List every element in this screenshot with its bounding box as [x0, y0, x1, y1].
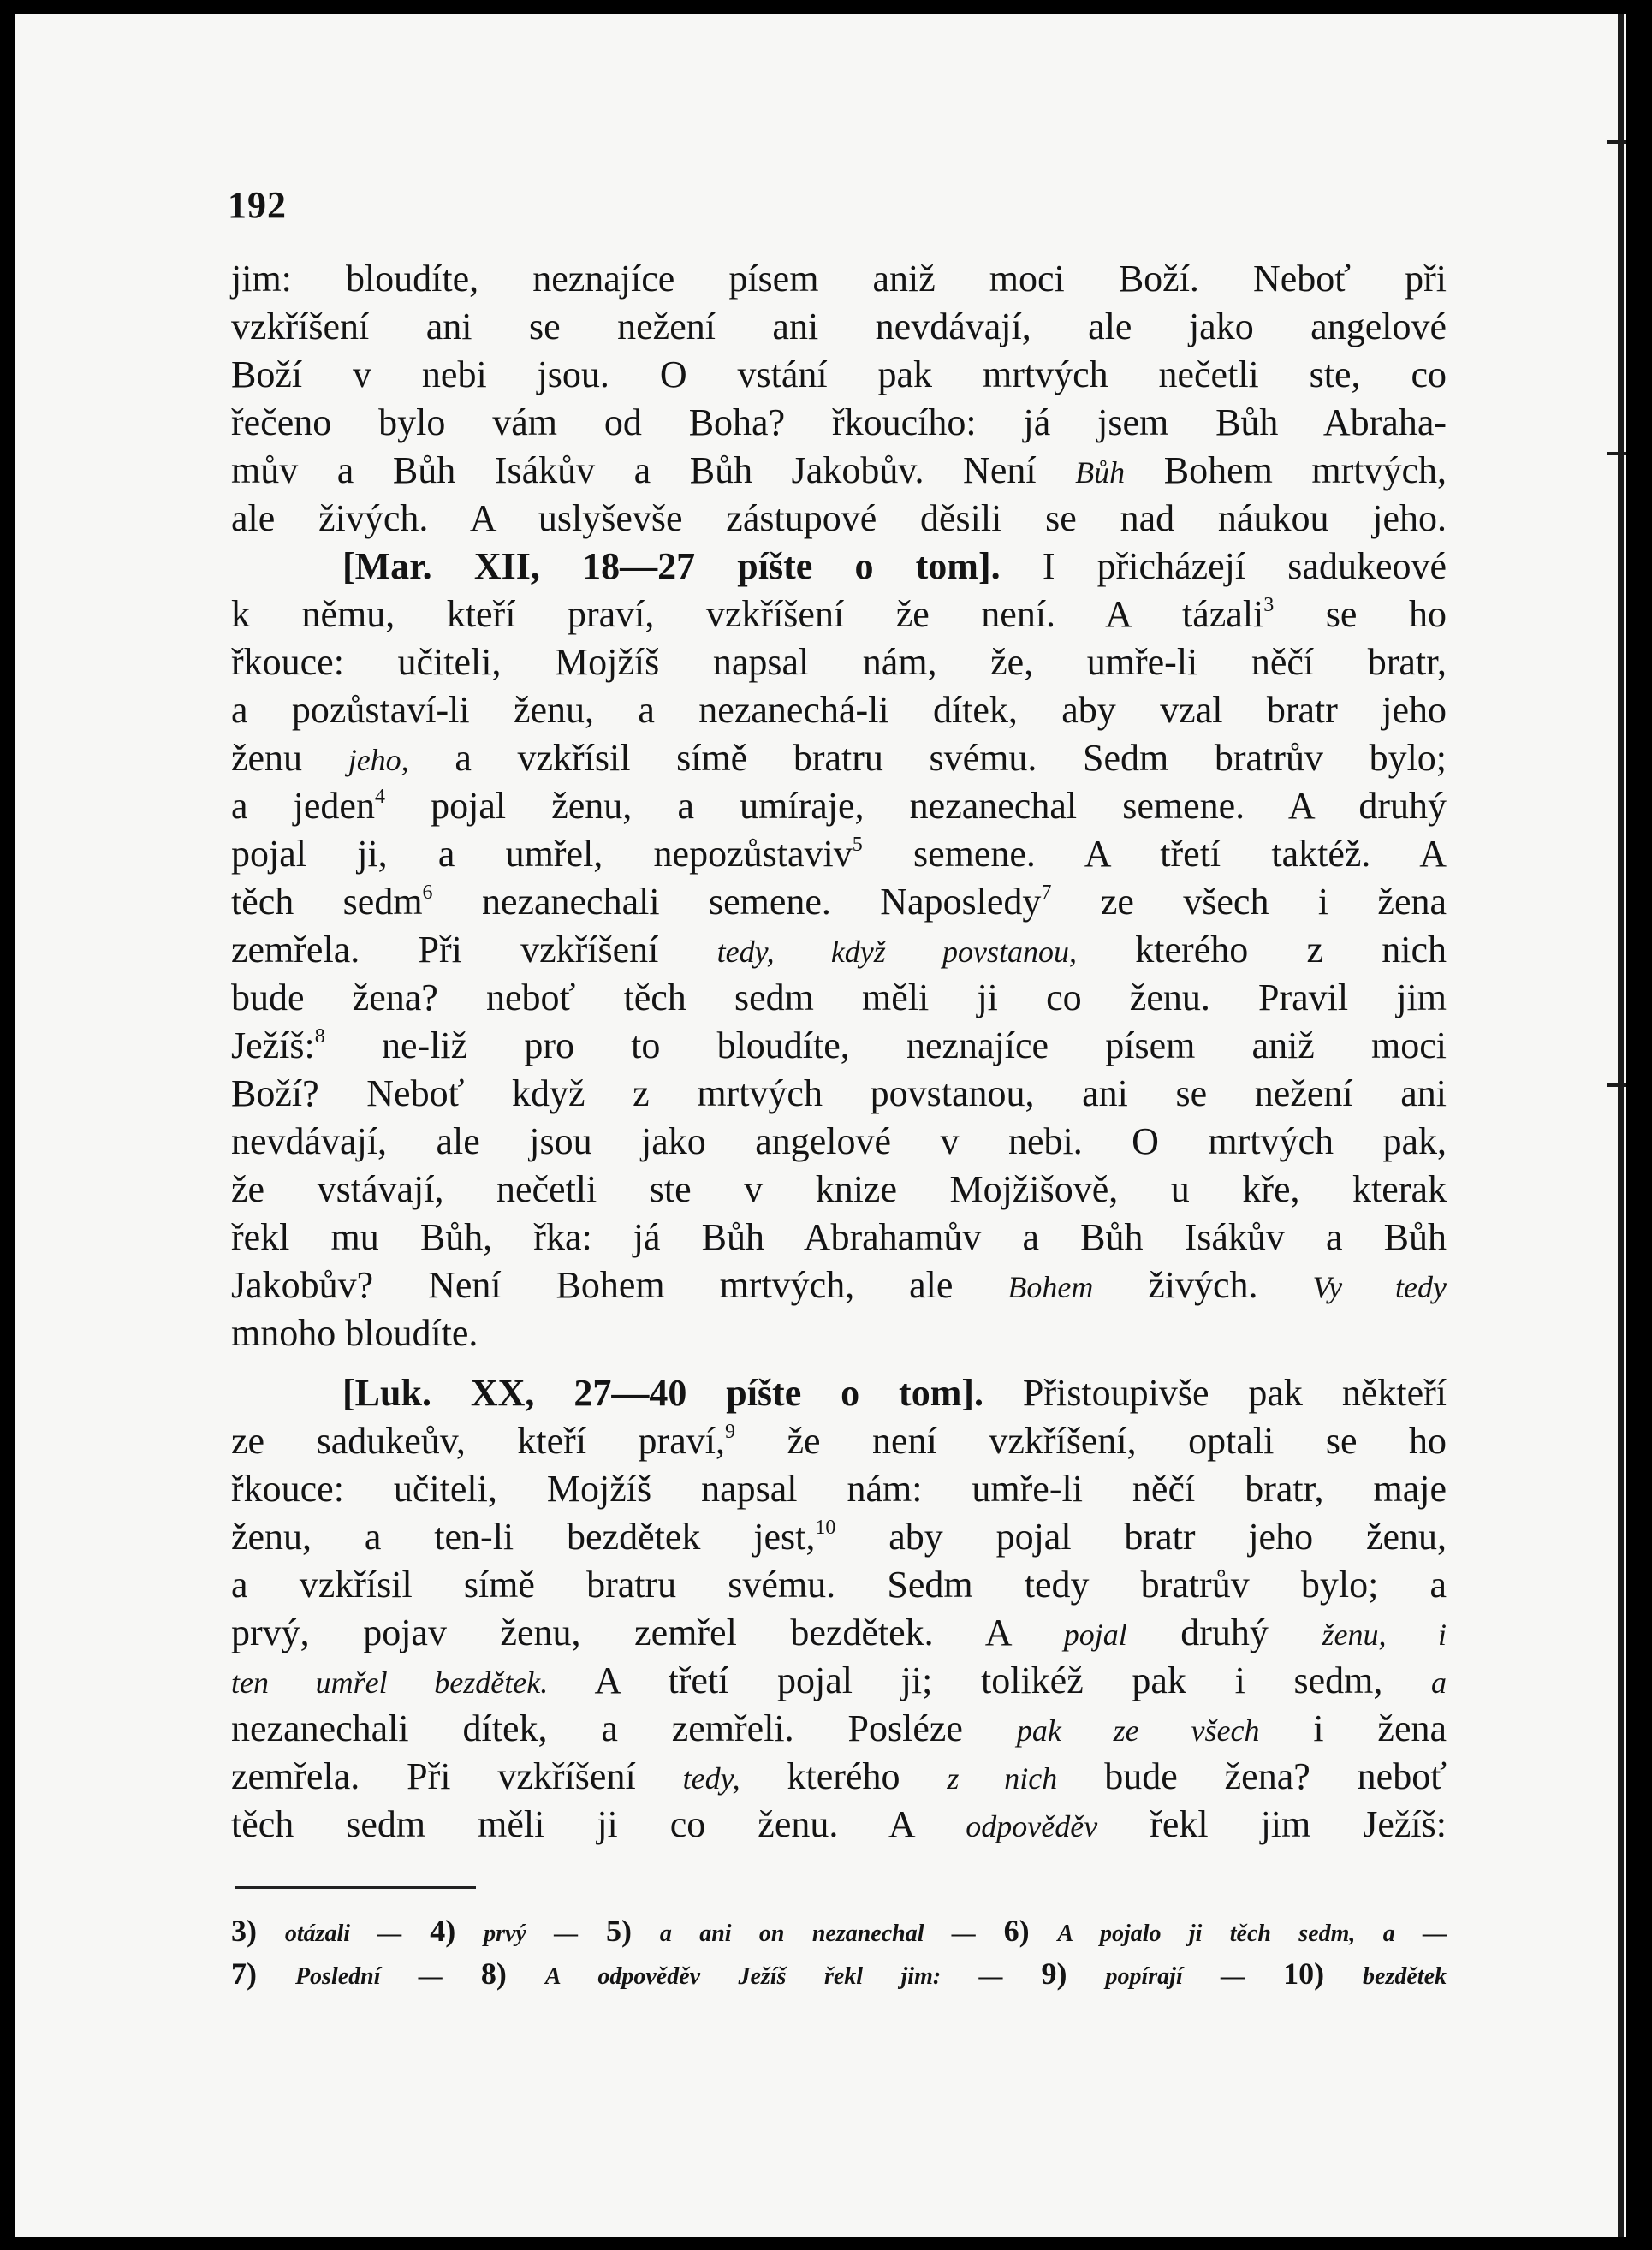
text-line: nevdávají, ale jsou jako angelové v nebi. O mrtvých pak, — [231, 1120, 1447, 1162]
edge-tick — [1607, 140, 1626, 144]
scripture-reference: [Luk. XX, 27—40 píšte o tom]. — [342, 1372, 983, 1414]
text-line: Boží? Neboť když z mrtvých povstanou, ani se nežení ani — [231, 1072, 1447, 1114]
text-line: zemřela. Při vzkříšení tedy, když povstanou, kterého z nich — [231, 929, 1447, 971]
text-line: jim: bloudíte, neznajíce písem aniž moci Boží. Neboť při — [231, 258, 1447, 300]
text-line: mnoho bloudíte. — [231, 1312, 478, 1354]
text-line: těch sedm$^6$ nezanechali semene. Naposledy$^7$ ze všech i žena — [231, 881, 1447, 923]
text-line: že vstávají, nečetli ste v knize Mojžišově, u kře, kterak — [231, 1168, 1447, 1210]
edge-tick — [1607, 1083, 1626, 1087]
text-line: vzkříšení ani se nežení ani nevdávají, ale jako angelové — [231, 306, 1447, 347]
text-line: nezanechali dítek, a zemřeli. Posléze pak ze všech i žena — [231, 1707, 1447, 1749]
text-line: zemřela. Při vzkříšení tedy, kterého z nich bude žena? neboť — [231, 1755, 1447, 1797]
text-line: ze sadukeův, kteří praví,$^9$ že není vzkříšení, optali se ho — [231, 1420, 1447, 1462]
text-line: a vzkřísil símě bratru svému. Sedm tedy bratrův bylo; a — [231, 1564, 1447, 1606]
text-line: Boží v nebi jsou. O vstání pak mrtvých nečetli ste, co — [231, 353, 1447, 395]
text-line: k němu, kteří praví, vzkříšení že není. A tázali$^3$ se ho — [231, 593, 1447, 635]
text-line: ženu, a ten-li bezdětek jest,$^{10}$ aby pojal bratr jeho ženu, — [231, 1516, 1447, 1558]
edge-tick — [1607, 452, 1626, 455]
book-page — [15, 14, 1626, 2237]
text-line: Ježíš:$^8$ ne-liž pro to bloudíte, neznajíce písem aniž moci — [231, 1024, 1447, 1066]
page-number: 192 — [228, 184, 287, 226]
text-line: [Mar. XII, 18—27 píšte o tom]. I přicházejí sadukeové — [342, 545, 1447, 587]
text-line: prvý, pojav ženu, zemřel bezdětek. A pojal druhý ženu, i — [231, 1612, 1447, 1653]
text-line: těch sedm měli ji co ženu. A odpověděv řekl jim Ježíš: — [231, 1803, 1447, 1845]
text-line: ale živých. A uslyševše zástupové děsili se nad náukou jeho. — [231, 497, 1447, 539]
scan-edge-line — [1618, 14, 1624, 2237]
text-line: Jakobův? Není Bohem mrtvých, ale Bohem živých. Vy tedy — [231, 1264, 1447, 1306]
text-line: ženu jeho, a vzkřísil símě bratru svému. Sedm bratrův bylo; — [231, 737, 1447, 779]
footnote-rule — [235, 1886, 476, 1889]
text-line: řečeno bylo vám od Boha? řkoucího: já jsem Bůh Abraha- — [231, 401, 1447, 443]
text-line: bude žena? neboť těch sedm měli ji co ženu. Pravil jim — [231, 977, 1447, 1018]
text-line: ten umřel bezdětek. A třetí pojal ji; tolikéž pak i sedm, a — [231, 1659, 1447, 1701]
text-line: řkouce: učiteli, Mojžíš napsal nám, že, umře-li něčí bratr, — [231, 641, 1447, 683]
text-line: [Luk. XX, 27—40 píšte o tom]. Přistoupivše pak někteří — [342, 1372, 1447, 1414]
text-line: a jeden$^4$ pojal ženu, a umíraje, nezanechal semene. A druhý — [231, 785, 1447, 827]
footnotes-line: 3) otázali — 4) prvý — 5) a ani on nezanechal — 6) A pojalo ji těch sedm, a — — [231, 1914, 1447, 1948]
text-line: pojal ji, a umřel, nepozůstaviv$^5$ semene. A třetí taktéž. A — [231, 833, 1447, 875]
text-line: a pozůstaví-li ženu, a nezanechá-li dítek, aby vzal bratr jeho — [231, 689, 1447, 731]
text-line: řekl mu Bůh, řka: já Bůh Abrahamův a Bůh Isákův a Bůh — [231, 1216, 1447, 1258]
scripture-reference: [Mar. XII, 18—27 píšte o tom]. — [342, 545, 1001, 587]
footnotes-line: 7) Poslední — 8) A odpověděv Ježíš řekl jim: — 9) popírají — 10) bezdětek — [231, 1956, 1447, 1991]
text-line: mův a Bůh Isákův a Bůh Jakobův. Není Bůh Bohem mrtvých, — [231, 449, 1447, 491]
text-line: řkouce: učiteli, Mojžíš napsal nám: umře-li něčí bratr, maje — [231, 1468, 1447, 1510]
